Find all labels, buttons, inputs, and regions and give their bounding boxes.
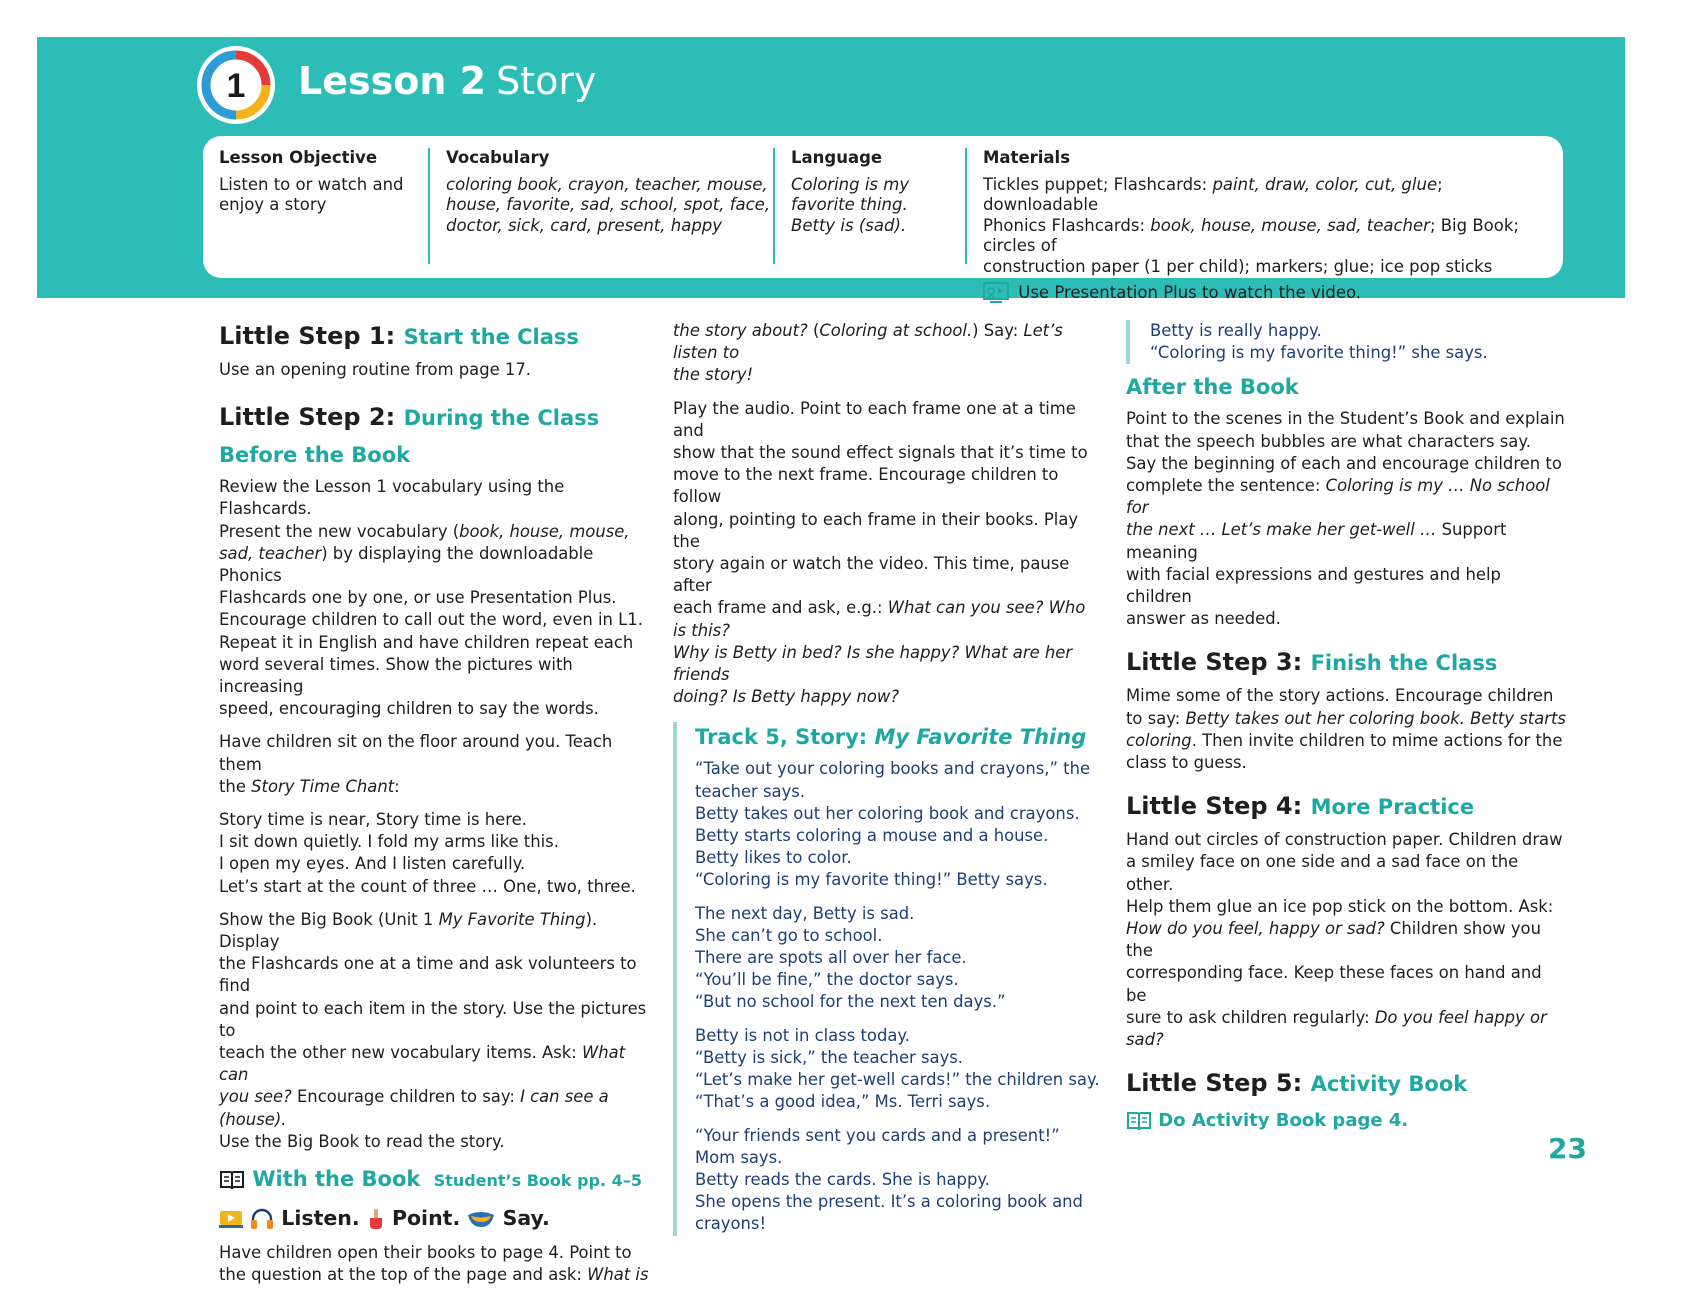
step-1-text: Use an opening routine from page 17. [219,360,531,379]
materials-heading: Materials [983,148,1071,167]
language-line: Betty is (sad). [791,215,907,235]
step-1-heading: Little Step 1: Start the Class [219,322,579,350]
materials-line: Phonics Flashcards: book, house, mouse, sad, teacher; Big Book; circles of [983,215,1519,255]
presentation-icon [983,282,1009,304]
paragraph: Have children sit on the floor around you. Teach them the Story Time Chant: [219,732,613,796]
divider [773,148,775,264]
column-2 [673,320,1103,1236]
materials-section [983,148,1553,304]
step-3-heading: Little Step 3: Finish the Class [1126,648,1498,677]
lesson-info-card [203,136,1563,302]
paragraph: Hand out circles of construction paper. Children draw a smiley face on one side and a sad face on the other. Help them glue an ice pop stick on the bottom. Ask: How do you feel, happy or sad? Children show you the corresponding face. Keep these faces on hand and be sure to ask children regularly: Do you feel happy or sad? [1126,830,1563,1050]
story-stanza: “Take out your coloring books and crayons,” the teacher says. Betty takes out her coloring book and crayons. Betty starts coloring a mouse and a house. Betty likes to color. “Coloring is my favorite thing!” Betty says. [695,759,1091,890]
step-2-heading: Little Step 2: During the Class [219,403,600,432]
language-line: favorite thing. [791,195,908,214]
divider [428,148,430,264]
mouth-icon [467,1210,495,1228]
story-text [673,722,1103,1235]
step-5-heading: Little Step 5: Activity Book [1126,1069,1468,1098]
language-heading: Language [791,148,883,167]
objective-heading: Lesson Objective [219,148,378,167]
vocabulary-line: house, favorite, sad, school, spot, face, [446,195,771,214]
paragraph: Show the Big Book (Unit 1 My Favorite Thing). Display the Flashcards one at a time and ask volunteers to find and point to each item in the story. Use the pictures to teach the other new vocabulary items. Ask: What can you see? Encourage children to say: I can see a (house). Use the Big Book to read the story. [219,909,647,1151]
column-1 [219,320,649,1298]
before-book-heading: Before the Book [219,443,411,468]
paragraph: Point to the scenes in the Student’s Book and explain that the speech bubbles are what characters say. Say the beginning of each and encourage children to complete the sentence: Coloring is my … No school for the next … Let’s make her get-well … Support meaning with facial expressions and gestures and help children answer as needed. [1126,409,1565,629]
with-book-heading: With the Book Student’s Book pp. 4–5 [219,1164,649,1196]
listen-point-say: Listen. Point. Say. [219,1202,649,1234]
activity-book-line: Do Activity Book page 4. [1126,1106,1566,1136]
activity-book-icon [1126,1110,1152,1132]
lesson-name: Story [496,59,597,103]
paragraph: Mime some of the story actions. Encourage children to say: Betty takes out her coloring book. Betty starts coloring. Then invite children to mime actions for the class to guess. [1126,686,1566,773]
after-book-heading: After the Book [1126,375,1299,400]
track-heading: Track 5, Story: My Favorite Thing [695,725,1087,750]
video-icon [219,1209,243,1229]
objective-section [219,148,419,216]
language-section [791,148,961,236]
vocabulary-section [446,148,776,236]
paragraph: Review the Lesson 1 vocabulary using the Flashcards. Present the new vocabulary (book, house, mouse, sad, teacher) by displaying the downloadable Phonics Flashcards one by one, or use Presentation Plus. Encourage children to call out the word, even in L1. Repeat it in English and have children repeat each word several times. Show the pictures with increasing speed, encouraging children to say the words. [219,477,643,719]
lesson-label: Lesson 2 [298,59,487,103]
story-text-continued: Betty is really happy. “Coloring is my favorite thing!” she says. [1126,320,1566,364]
lesson-title [298,55,596,107]
story-stanza: Betty is not in class today. “Betty is sick,” the teacher says. “Let’s make her get-well cards!” the children say. “That’s a good idea,” Ms. Terri says. [695,1025,1100,1112]
video-note: Use Presentation Plus to watch the video. [983,282,1553,304]
materials-line: construction paper (1 per child); markers; glue; ice pop sticks [983,256,1493,276]
divider [965,148,967,264]
unit-number: 1 [226,67,246,105]
paragraph: the story about? (Coloring at school.) Say: Let’s listen to the story! [673,321,1063,385]
objective-line: enjoy a story [219,195,327,214]
headphones-icon [250,1208,274,1230]
paragraph: Play the audio. Point to each frame one at a time and show that the sound effect signals that it’s time to move to the next frame. Encourage children to follow along, pointing to each frame in their books. Play the story again or watch the video. This time, pause after each frame and ask, e.g.: What can you see? Who is this? Why is Betty in bed? Is she happy? What are her friends doing? Is Betty happy now? [673,398,1088,707]
column-3 [1126,320,1566,1142]
story-stanza: “Your friends sent you cards and a present!” Mom says. Betty reads the cards. She is happy. She opens the present. It’s a coloring book and crayons! [695,1125,1083,1234]
materials-line: Tickles puppet; Flashcards: paint, draw, color, cut, glue; downloadable [983,174,1443,214]
book-icon [219,1169,245,1191]
page-number: 23 [1548,1132,1587,1165]
story-stanza: The next day, Betty is sad. She can’t go to school. There are spots all over her face. “You’ll be fine,” the doctor says. “But no school for the next ten days.” [695,903,1006,1012]
step-4-heading: Little Step 4: More Practice [1126,792,1475,821]
unit-badge [196,45,276,125]
pointing-hand-icon [367,1208,385,1230]
book-page-reference: Student’s Book pp. 4–5 [433,1171,642,1191]
chant: Story time is near, Story time is here. I sit down quietly. I fold my arms like this. I open my eyes. And I listen carefully. Let’s start at the count of three … One, two, three. [219,810,636,896]
paragraph: Have children open their books to page 4. Point to the question at the top of the page and ask: What is [219,1243,649,1285]
vocabulary-line: doctor, sick, card, present, happy [446,215,723,235]
language-line: Coloring is my [791,174,910,194]
objective-line: Listen to or watch and [219,174,404,194]
vocabulary-heading: Vocabulary [446,148,550,167]
vocabulary-line: coloring book, crayon, teacher, mouse, [446,174,768,194]
